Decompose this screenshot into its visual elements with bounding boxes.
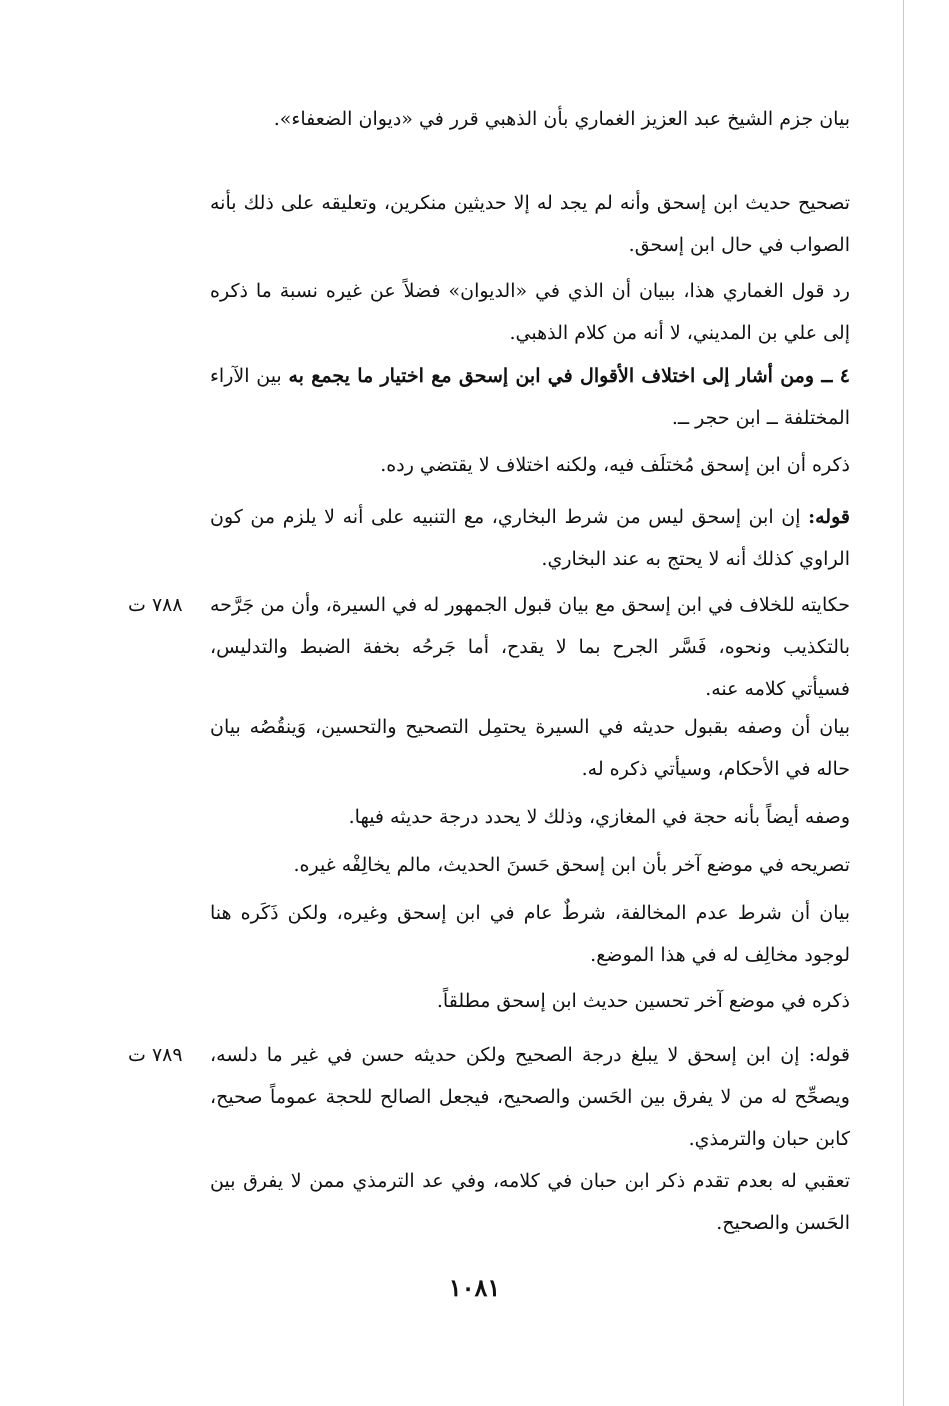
entry-paragraph: قوله: إن ابن إسحق ليس من شرط البخاري، مع التنبيه على أنه لا يلزم من كون الراوي كذلك أنه لا يحتج به عند البخاري. <box>210 506 850 570</box>
entry-paragraph: رد قول الغماري هذا، ببيان أن الذي في «الديوان» فضلاً عن غيره نسبة ما ذكره إلى علي بن المديني، لا أنه من كلام الذهبي. <box>210 280 850 344</box>
entry-paragraph: تصريحه في موضع آخر بأن ابن إسحق حَسنَ الحديث، مالم يخالِفْه غيره. <box>293 854 850 876</box>
entry-paragraph: ذكره في موضع آخر تحسين حديث ابن إسحق مطلقاً. <box>436 990 850 1012</box>
margin-reference: ٧٨٩ ت <box>128 1044 183 1066</box>
entry-paragraph: حكايته للخلاف في ابن إسحق مع بيان قبول الجمهور له في السيرة، وأن من جَرَّحه بالتكذيب ونحوه، فَسَّر الجرح بما لا يقدح، أما جَرحُه بخفة الضبط والتدليس، فسيأتي كلامه عنه. <box>210 594 850 700</box>
entry-paragraph: تصحيح حديث ابن إسحق وأنه لم يجد له إلا حديثين منكرين، وتعليقه على ذلك بأنه الصواب في حال ابن إسحق. <box>210 192 850 256</box>
entry-paragraph: وصفه أيضاً بأنه حجة في المغازي، وذلك لا يحدد درجة حديثه فيها. <box>348 806 850 828</box>
section-heading: ٤ ــ ومن أشار إلى اختلاف الأقوال في ابن إسحق مع اختيار ما يجمع به <box>288 365 850 387</box>
entry-paragraph: تعقبي له بعدم تقدم ذكر ابن حبان في كلامه، وفي عد الترمذي ممن لا يفرق بين الحَسن والصحيح. <box>210 1170 850 1234</box>
entry-paragraph: بيان أن وصفه بقبول حديثه في السيرة يحتمِل التصحيح والتحسين، وَينقُصُه بيان حاله في الأحكام، وسيأتي ذكره له. <box>210 716 850 780</box>
quote-lead: قوله: <box>808 506 850 528</box>
entry-paragraph: ذكره أن ابن إسحق مُختلَف فيه، ولكنه اختلاف لا يقتضي رده. <box>380 454 850 476</box>
margin-reference: ٧٨٨ ت <box>128 594 183 616</box>
page-number: ١٠٨١ <box>448 1273 501 1302</box>
entry-paragraph: بيان جزم الشيخ عبد العزيز الغماري بأن الذهبي قرر في «ديوان الضعفاء». <box>273 108 850 130</box>
entry-paragraph: قوله: إن ابن إسحق لا يبلغ درجة الصحيح ولكن حديثه حسن في غير ما دلسه، ويصحِّح له من لا يفرق بين الحَسن والصحيح، فيجعل الصالح للحجة عموماً صحيح، كابن حبان والترمذي. <box>210 1044 850 1150</box>
page-edge-rule <box>903 0 904 1406</box>
section-heading-paragraph: ٤ ــ ومن أشار إلى اختلاف الأقوال في ابن إسحق مع اختيار ما يجمع به بين الآراء المختلفة ــ ابن حجر ــ. <box>210 365 850 429</box>
entry-paragraph: بيان أن شرط عدم المخالفة، شرطٌ عام في ابن إسحق وغيره، ولكن ذَكَره هنا لوجود مخالِف له في هذا الموضع. <box>210 902 850 966</box>
